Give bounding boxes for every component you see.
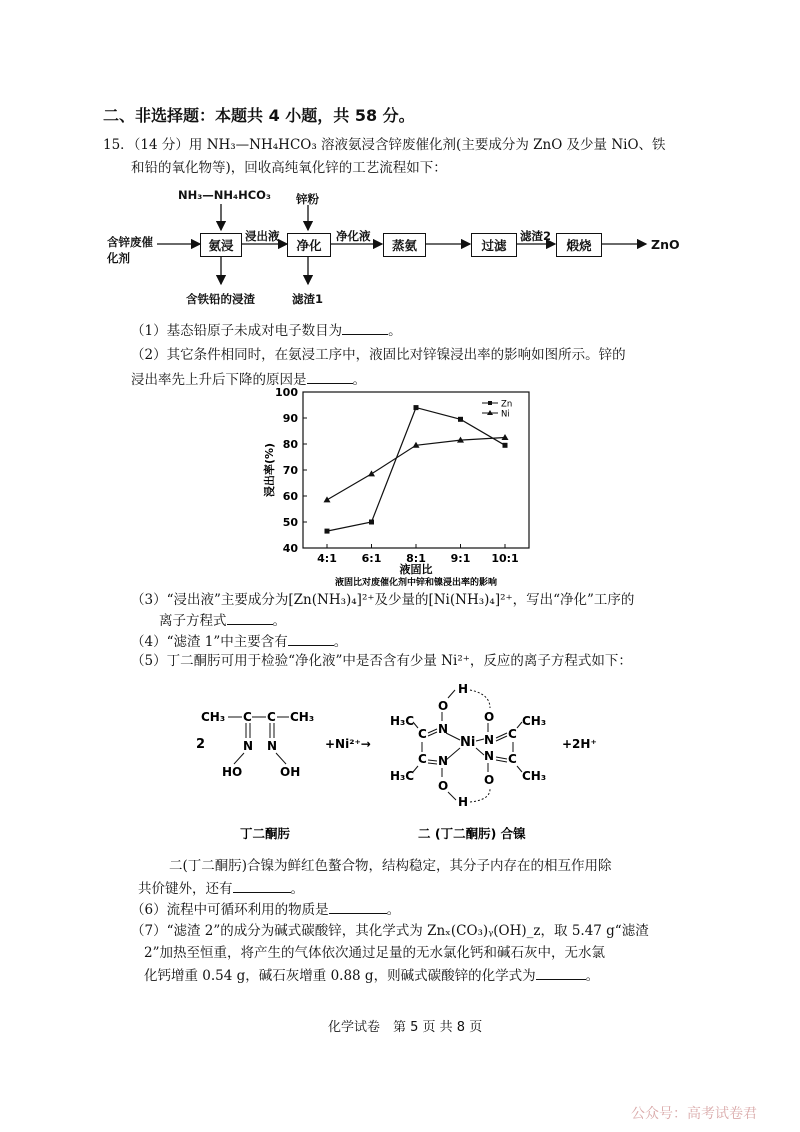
watermark: 公众号：高考试卷君: [631, 1106, 757, 1122]
svg-text:N: N: [484, 749, 495, 763]
arrow-label-purified: 净化液: [336, 229, 371, 243]
y-tick-label: 40: [282, 542, 298, 555]
x-tick-label: 4:1: [317, 552, 337, 565]
x-tick-label: 6:1: [361, 552, 382, 565]
reagent-ammonia: NH₃—NH₄HCO₃: [178, 188, 271, 202]
answer-blank[interactable]: [329, 899, 387, 914]
nickel-complex-structure: [390, 682, 546, 809]
question-15-intro-line1: 15．（14 分）用 NH₃—NH₄HCO₃ 溶液氨浸含锌废催化剂(主要成分为 ZnO 及少量 NiO、铁: [103, 137, 666, 153]
subquestion-2-line2: 浸出率先上升后下降的原因是 。: [131, 369, 366, 390]
reagent-zinc-powder: 锌粉: [296, 192, 319, 206]
x-tick-label: 9:1: [450, 552, 471, 565]
product-zno: ZnO: [651, 237, 680, 252]
svg-text:Ni: Ni: [460, 735, 476, 750]
subquestion-6: （6）流程中可循环利用的物质是 。: [131, 899, 400, 920]
y-tick-label: 50: [282, 516, 298, 529]
svg-text:N: N: [484, 733, 495, 747]
svg-text:H: H: [458, 795, 469, 809]
step-distill-ammonia: 蒸氨: [383, 233, 426, 257]
y-tick-label: 60: [282, 490, 298, 503]
section-title: 二、非选择题：本题共 4 小题，共 58 分。: [103, 106, 415, 125]
svg-text:C: C: [508, 727, 517, 741]
svg-text:+Ni²⁺→: +Ni²⁺→: [325, 737, 371, 751]
svg-text:CH₃: CH₃: [290, 710, 315, 724]
svg-text:N: N: [243, 739, 254, 753]
subquestion-7-line2: 2”加热至恒重，将产生的气体依次通过足量的无水氯化钙和碱石灰中，无水氯: [144, 945, 605, 961]
subquestion-4: （4）“滤渣 1”中主要含有 。: [131, 631, 347, 652]
y-tick-label: 70: [282, 464, 298, 477]
svg-text:C: C: [267, 710, 276, 724]
step-ammonia-leach: 氨浸: [200, 233, 242, 257]
feed-material: 含锌废催化剂: [107, 235, 153, 265]
svg-text:+2H⁺: +2H⁺: [562, 737, 597, 751]
arrow-label-residue2: 滤渣2: [520, 229, 552, 243]
legend-label-ni: Ni: [501, 409, 510, 420]
output-leach-residue: 含铁铅的浸渣: [186, 292, 255, 306]
svg-text:CH₃: CH₃: [522, 769, 547, 783]
svg-text:OH: OH: [280, 765, 301, 779]
svg-text:C: C: [243, 710, 252, 724]
y-tick-label: 100: [275, 386, 298, 399]
arrow-label-leachate: 浸出液: [245, 229, 280, 243]
svg-text:O: O: [438, 779, 449, 793]
legend-label-zn: Zn: [501, 399, 513, 410]
x-tick-label: 10:1: [491, 552, 519, 565]
y-tick-label: 80: [282, 438, 298, 451]
svg-text:C: C: [418, 727, 427, 741]
answer-blank[interactable]: [233, 878, 291, 893]
page-footer: 化学试卷 第 5 页 共 8 页: [328, 1020, 483, 1035]
svg-text:H₃C: H₃C: [390, 714, 415, 728]
subquestion-3-line1: （3）“浸出液”主要成分为[Zn(NH₃)₄]²⁺及少量的[Ni(NH₃)₄]²⁺，写出“净化”工序的: [131, 592, 635, 608]
step-calcine: 煅烧: [556, 233, 602, 257]
svg-text:CH₃: CH₃: [201, 710, 226, 724]
svg-text:HO: HO: [222, 765, 243, 779]
step-purify: 净化: [287, 233, 331, 257]
subquestion-1: （1）基态铅原子未成对电子数目为 。: [131, 320, 402, 341]
x-tick-label: 8:1: [406, 552, 426, 565]
step-filter: 过滤: [471, 233, 517, 257]
subquestion-7-line1: （7）“滤渣 2”的成分为碱式碳酸锌，其化学式为 Znₓ(CO₃)ᵧ(OH)_z，取 5.47 g“滤渣: [131, 923, 649, 939]
label-nickel-complex: 二 (丁二酮肟) 合镍: [418, 826, 526, 841]
subquestion-7-line3: 化钙增重 0.54 g，碱石灰增重 0.88 g，则碱式碳酸锌的化学式为 。: [144, 965, 599, 986]
svg-text:H₃C: H₃C: [390, 769, 415, 783]
svg-text:CH₃: CH₃: [522, 714, 547, 728]
subquestion-2-line1: （2）其它条件相同时，在氨浸工序中，液固比对锌镍浸出率的影响如图所示。锌的: [131, 347, 626, 363]
svg-text:N: N: [267, 739, 278, 753]
chart-title: 液固比对废催化剂中锌和镍浸出率的影响: [334, 578, 498, 588]
svg-text:C: C: [508, 752, 517, 766]
y-tick-label: 90: [282, 412, 298, 425]
svg-text:H: H: [458, 682, 469, 696]
subquestion-3-line2: 离子方程式 。: [159, 610, 286, 631]
output-residue1: 滤渣1: [292, 292, 324, 306]
svg-text:O: O: [484, 773, 495, 787]
chart-xlabel: 液固比: [399, 563, 433, 576]
subquestion-5: （5）丁二酮肟可用于检验“净化液”中是否含有少量 Ni²⁺，反应的离子方程式如下：: [131, 653, 632, 669]
subquestion-5-text2: 共价键外，还有 。: [138, 878, 304, 899]
chart-ylabel: 浸出率(%): [263, 442, 276, 498]
subquestion-5-text1: 二(丁二酮肟)合镍为鲜红色螯合物，结构稳定，其分子内存在的相互作用除: [169, 858, 612, 874]
label-dimethylglyoxime: 丁二酮肟: [240, 826, 291, 841]
svg-text:O: O: [484, 710, 495, 724]
svg-text:N: N: [438, 754, 449, 768]
svg-text:2: 2: [196, 737, 206, 752]
svg-text:O: O: [438, 699, 449, 713]
answer-blank[interactable]: [536, 965, 586, 980]
question-15-intro-line2: 和铅的氧化物等)，回收高纯氧化锌的工艺流程如下：: [131, 160, 447, 176]
dimethylglyoxime-structure: [196, 710, 314, 779]
svg-text:C: C: [418, 752, 427, 766]
svg-text:N: N: [438, 722, 449, 736]
